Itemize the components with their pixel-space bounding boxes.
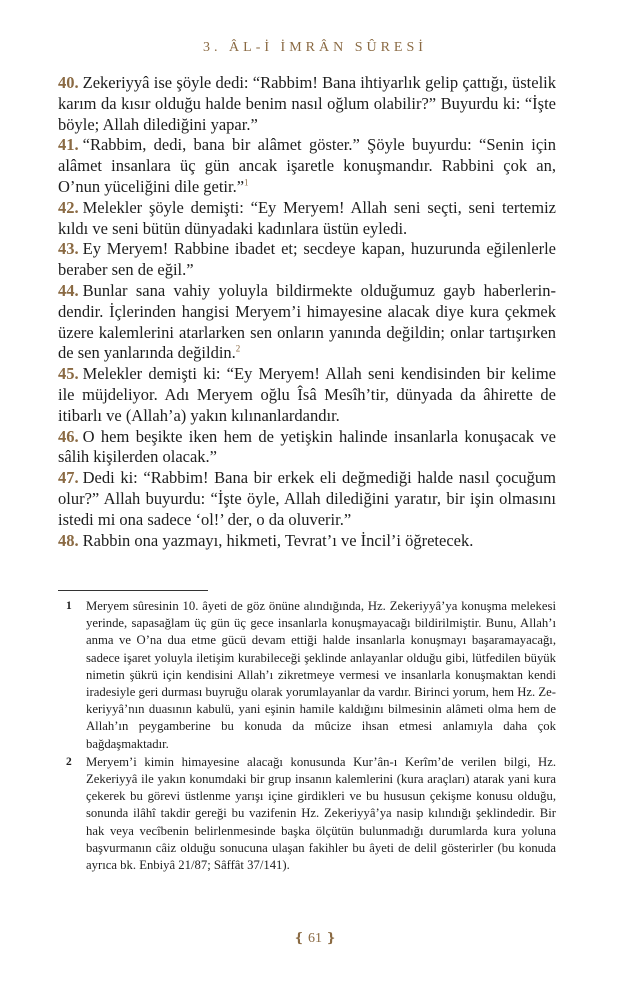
verse-number: 43. [58,239,79,259]
running-header: 3. ÂL-İ İMRÂN SÛRESİ [203,40,427,55]
verse-text: Melekler şöyle demişti: “Ey Meryem! Allah seni seçti, seni tertemiz kıldı ve seni bütün dünyadaki kadınlara üstün eyledi. [58,197,556,238]
verse-text: Dedi ki: “Rabbim! Bana bir erkek eli değmediği halde nasıl çocuğum olur?” Allah buyurdu: “İşte öyle, Allah dilediğini yaratır, bir işin olmasını istedi mi ona sadece ‘ol!’ der, o da oluverir.” [58,468,556,529]
verse-number: 40. [58,73,79,92]
page-number [0,930,630,947]
verse-40 [58,73,556,135]
footnote-ref-2[interactable]: 2 [235,343,241,354]
verse-text: Zekeriyyâ ise şöyle dedi: “Rabbim! Bana ihtiyarlık gelip çattığı, üstelik karım da kısır olduğu halde benim nasıl oğlum olabilir?” Buyurdu ki: “İşte böyle; Allah dilediğini yapar.” [58,73,556,134]
verse-text: “Rabbim, dedi, bana bir alâmet göster.” Şöyle buyurdu: “Senin için alâmet insanlara üç gün ancak işaretle konuşmandır. Rabbini çok an, O’nun yüceliğini dile getir.” [58,135,556,196]
verse-number: 41. [58,135,79,155]
verse-48 [58,531,556,552]
verse-number: 45. [58,364,79,384]
verse-number: 44. [58,280,79,300]
verse-number: 48. [58,530,79,550]
verse-45 [58,364,556,426]
verse-text: Melekler demişti ki: “Ey Meryem! Allah seni kendisinden bir kelime ile müjdeliyor. Adı Meryem oğlu Îsâ Mesîh’tir, dünyada da âhirette de itibarlı ve (Allah’a) yakın kılınanlardandır. [58,364,556,425]
footnote-number: 2 [66,755,72,768]
footnote-1 [58,598,556,753]
verse-number: 46. [58,426,79,446]
verse-text: Rabbin ona yazmayı, hikmeti, Tevrat’ı ve İncil’i öğretecek. [82,530,474,550]
verse-text: Ey Meryem! Rabbine ibadet et; secdeye kapan, huzurunda eğilenlerle beraber sen de eğil.” [58,239,556,280]
footnote-2 [58,754,556,874]
verse-number: 42. [58,197,79,217]
page-number-value: 61 [308,931,322,946]
footnote-number: 1 [66,600,72,612]
footnotes [58,598,556,875]
footnote-text: Meryem’i kimin himayesine alacağı konusunda Kur’ân-ı Kerîm’de verilen bilgi, Hz. Zekeriyyâ ile yakın konumdaki bir grup insanın kalemlerini (kura araçları) atarak yani kura çekerek bu görevi üstlenme yarışı içine girdikleri ve bu hususun çekişme konusu olduğu, sonunda ilâhî takdir gereği bu vazifenin Hz. Zekeriyyâ’ya nasip kılındığı şeklindedir. Bir hak veya vecîbenin belirlenmesinde başka ölçütün bulunmadığı durumlarda kura yoluna başvurmanın câiz olduğu sonucuna ulaşan fakihler bu âyeti de delil gösterirler (bu konuda ayrıca bk. Enbiyâ 21/87; Sâffât 37/141). [86,754,556,873]
footnote-text: Meryem sûresinin 10. âyeti de göz önüne alındığında, Hz. Zekeriyyâ’ya konuşma melekesi yerinde, sapasağlam üç gün üç gece insanlarla konuşmayacağı bildirilmiştir. Bunu, Allah’ı anma ve O’na dua etme gücü devam ettiği halde insanlarla konuşmayı başaramayacağı, sadece işaret yoluyla iletişim kurabileceği şeklinde anlayanlar olduğu gibi, lütfedilen büyük nimetin şükrü için kendisini Allah’ı zikretmeye vermesi ve insanlarla konuşmaktan kendi iradesiyle geri durması buyruğu olarak yorumlayanlar da vardır. Birinci yorum, hem Hz. Zekeriyyâ’nın duasının kabulü, yani eşinin hamile kaldığını bilmesinin alâmeti olma hem de Allah’ın peygamberine bu konuda da mûcize ihsan etmesi anlamıyla daha çok bağdaşmaktadır. [86,599,556,751]
verse-41 [58,135,556,197]
verse-text: O hem beşikte iken hem de yetişkin halinde insanlarla konuşacak ve sâlih kişilerden olacak.” [58,426,556,467]
footnote-ref-1[interactable]: 1 [244,177,249,188]
ornament-right-icon: ❵ [325,930,337,945]
verse-46 [58,427,556,469]
verse-text: Bunlar sana vahiy yoluyla bildirmekte olduğumuz gayb haberlerindendir. İçlerinden hangisi Meryem’i himayesine alacak diye kura çekmek üzere kalemlerini atarlarken sen onların yanında değildin; onlar tartışırken de sen yanlarında değildin. [58,280,556,363]
verse-body [58,73,556,551]
footnote-divider [58,590,208,591]
verse-number: 47. [58,468,79,488]
verse-47 [58,468,556,530]
ornament-left-icon: ❴ [293,930,305,945]
verse-43 [58,239,556,281]
verse-42 [58,198,556,240]
verse-44 [58,281,556,364]
